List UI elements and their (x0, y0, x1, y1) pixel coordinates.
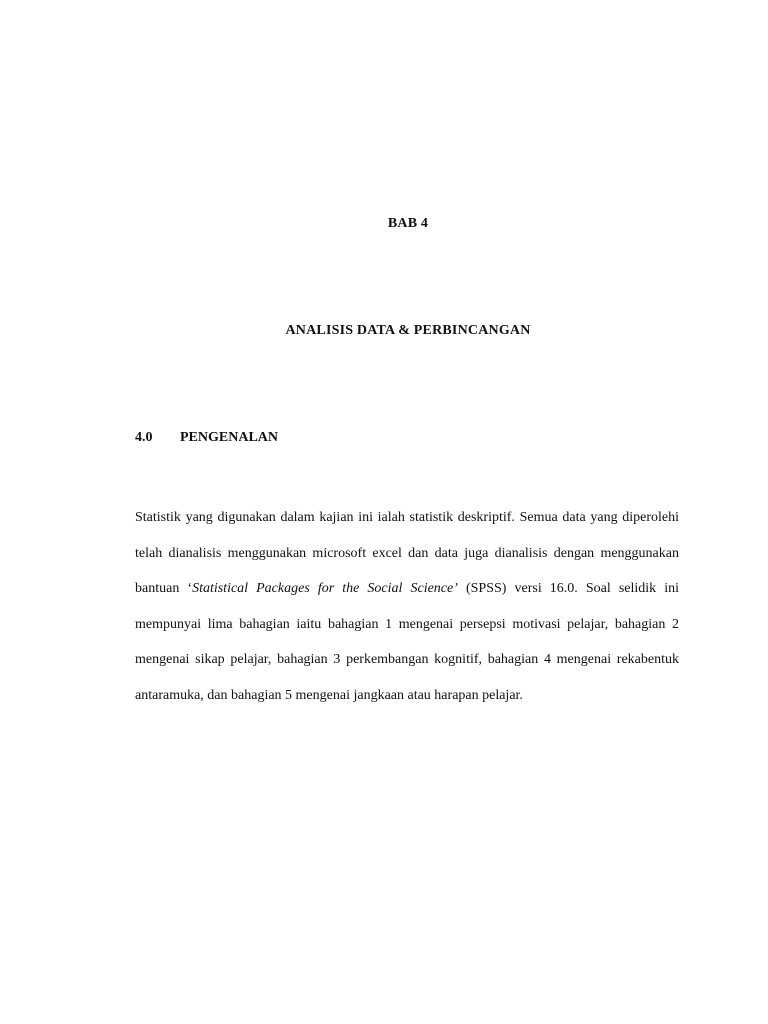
chapter-title: ANALISIS DATA & PERBINCANGAN (285, 323, 531, 338)
paragraph-text-start: Statistik yang digunakan dalam kajian ini ialah statistik deskriptif. Semua data yang diperolehi telah dianalisis menggunakan microsoft excel dan data juga dianalisis dengan menggunakan bantuan ‘ (135, 510, 679, 596)
paragraph-italic-term: Statistical Packages for the Social Science’ (192, 581, 458, 596)
paragraph-text-end: (SPSS) versi 16.0. Soal selidik ini mempunyai lima bahagian iaitu bahagian 1 mengenai persepsi motivasi pelajar, bahagian 2 mengenai sikap pelajar, bahagian 3 perkembangan kognitif, bahagian 4 mengenai rekabentuk antaramuka, dan bahagian 5 mengenai jangkaan atau harapan pelajar. (135, 581, 680, 703)
section-number: 4.0 (135, 430, 153, 445)
section-heading (135, 430, 278, 446)
body-paragraph (135, 500, 679, 713)
section-title: PENGENALAN (180, 430, 279, 445)
chapter-heading: BAB 4 (387, 216, 429, 231)
